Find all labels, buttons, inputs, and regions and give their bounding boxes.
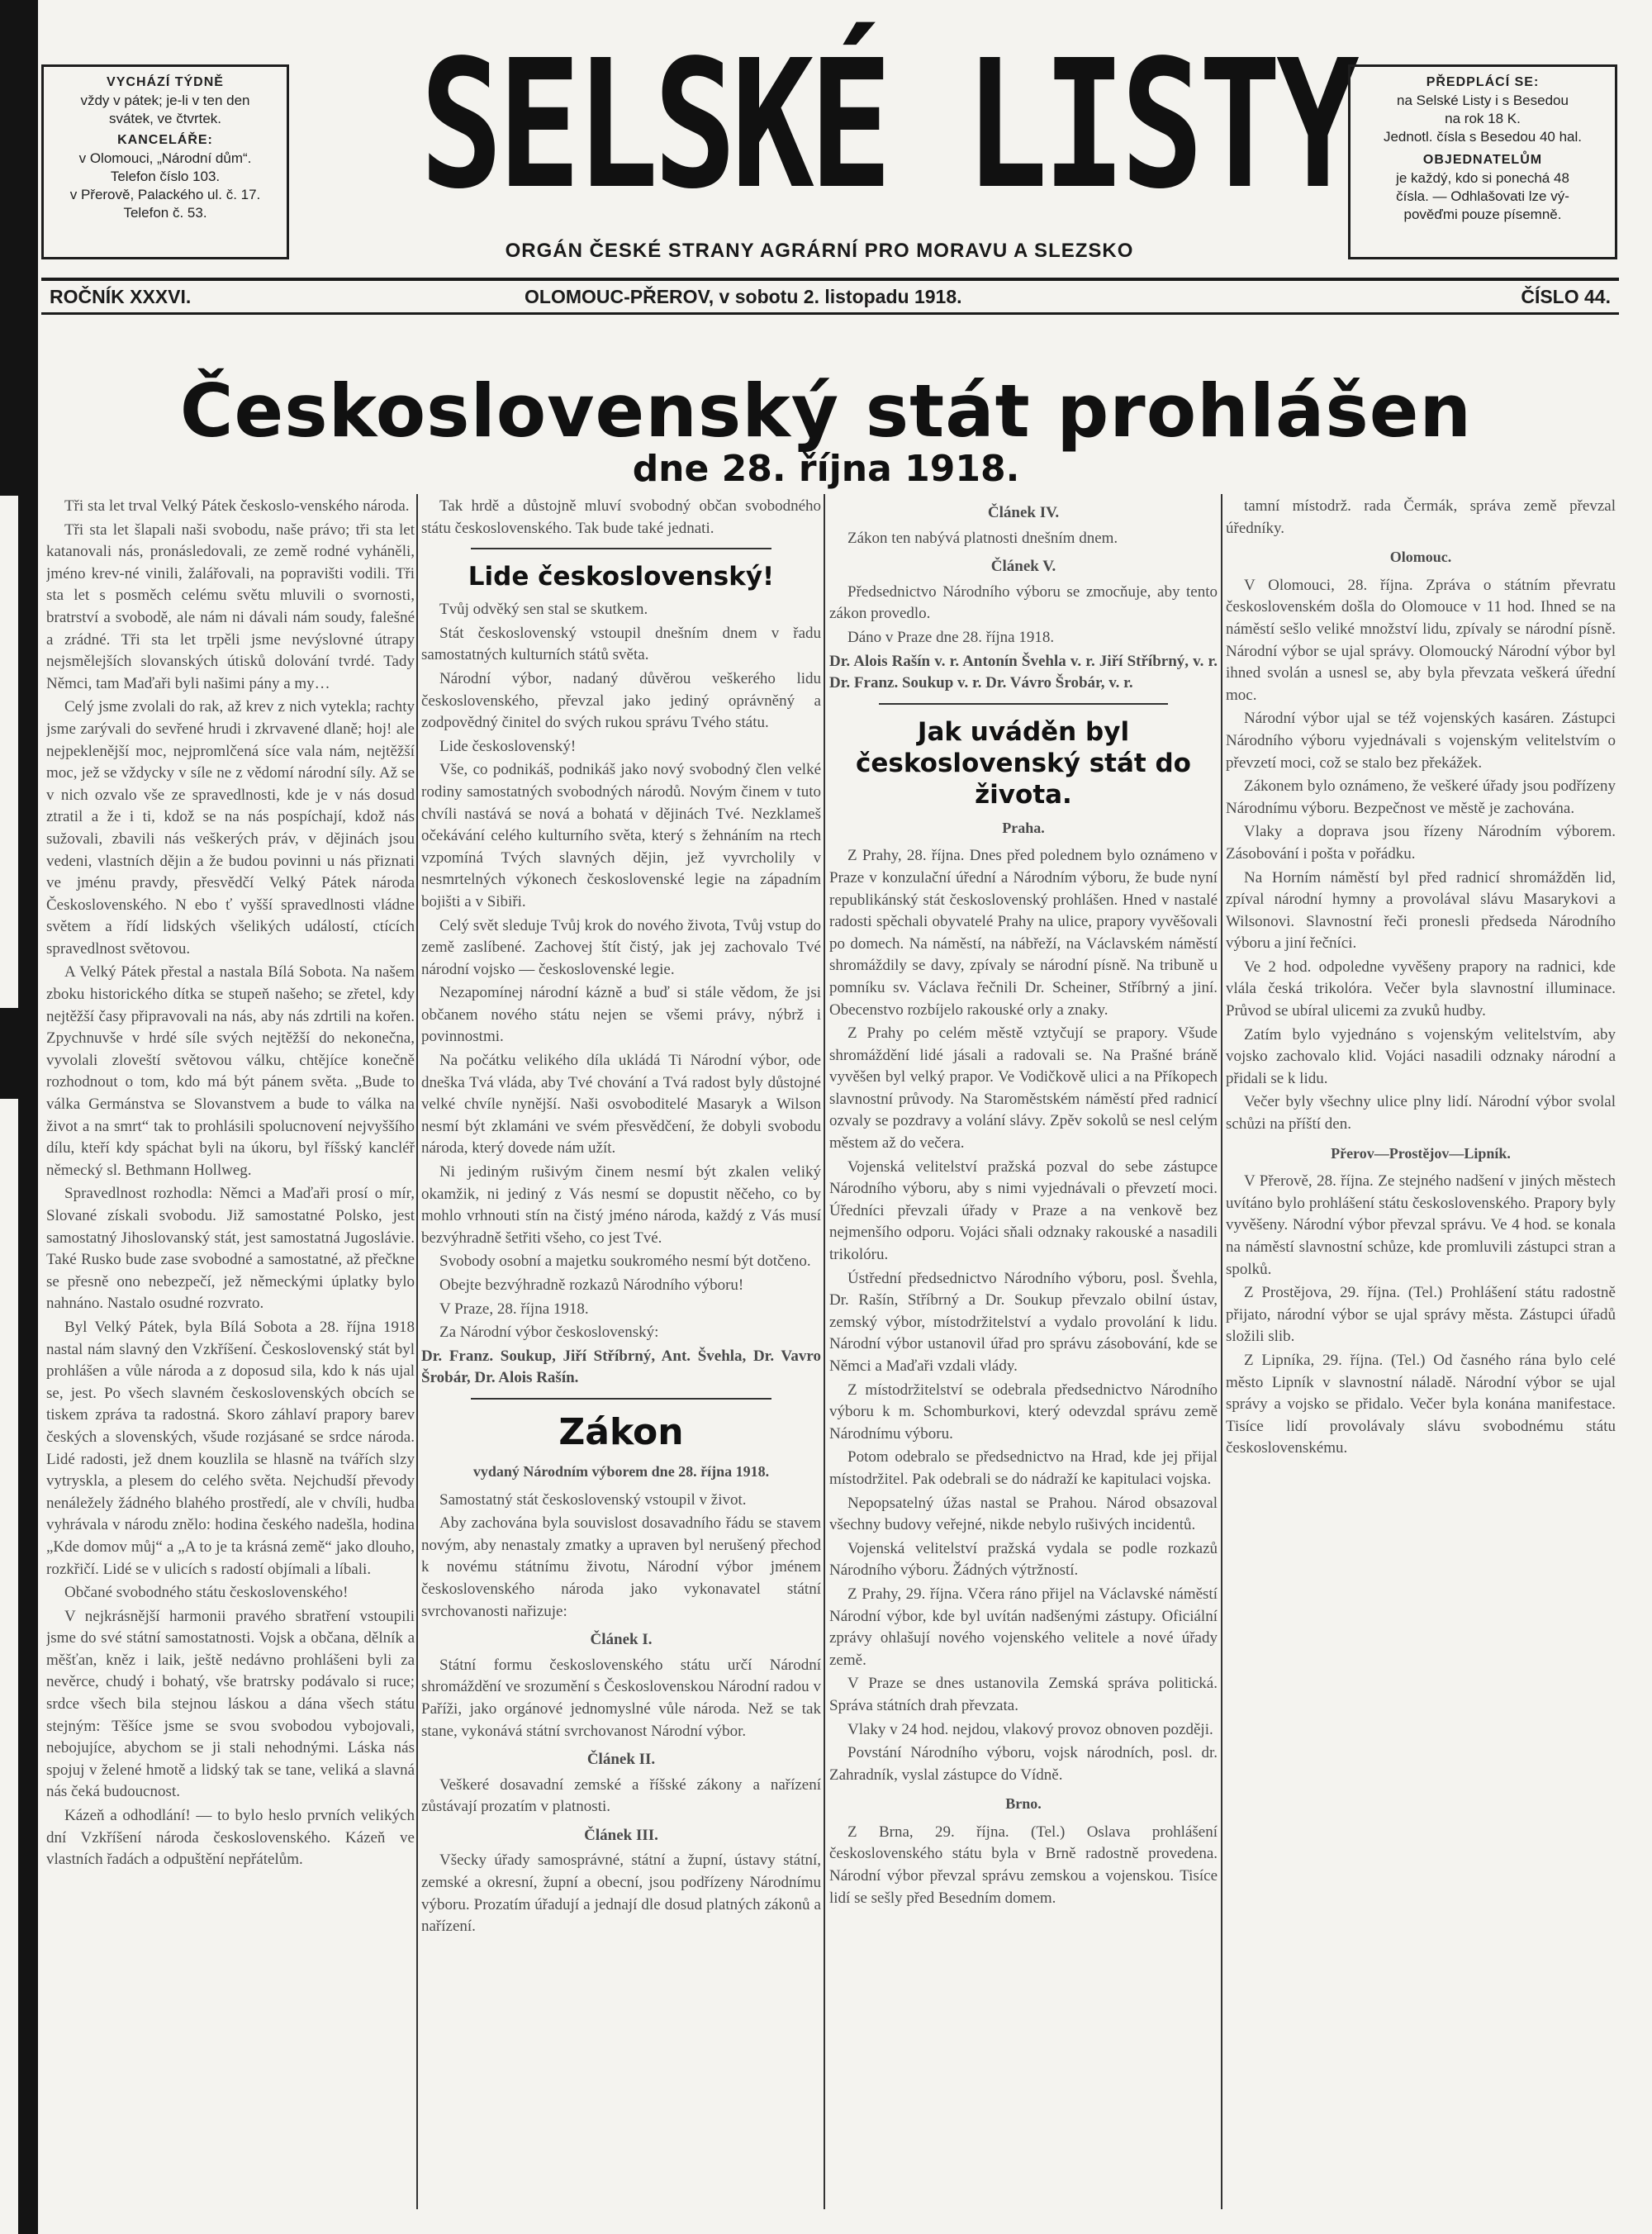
paragraph: A Velký Pátek přestal a nastala Bílá Sobota. Na našem zboku historického dítka se stupeň našeho; se zřetel, kdy nejtěžší časy připravovali na nás, aby nás zdrtili na kořen. Zpychnuvše v hrdé síle svých nejtěžší do nekonečna, vyvolali zloveští světovou válku, chtějíce konečně rozhodnout o tom, kdo má být pánem světa. „Bude to válka Germánstva se Slovanstvem a bude to válka na život a na smrt“ tak to prohlásili spolucnovení nejvyššího dílu, kteří kdy spáchat byli na úkoru, byl říšský kancléř německý sl. Bethmann Hollweg. <box>46 963 415 1179</box>
box-line: Telefon číslo 103. <box>110 169 221 184</box>
box-line: pověďmi pouze písemně. <box>1403 207 1562 222</box>
paragraph: Z Prahy po celém městě vztyčují se prapory. Všude shromáždění lidé jásali a radovali se. Na Prašné bráně vyvěšen byl velký prapor. Ve Vodičkově ulici a na Příkopech slavnostní průvody. Na Staroměstském náměstí před radnicí ozvaly se pozdravy a volání slávy. Zpěv sokolů se nesl celým městem až do večera. <box>829 1024 1218 1153</box>
paragraph: Vlaky a doprava jsou řízeny Národním výborem. Zásobování i pošta v pořádku. <box>1226 823 1616 863</box>
headline-date: dne 28. října 1918. <box>632 448 1020 490</box>
publication-info-box <box>41 64 289 259</box>
article-column-2 <box>421 496 821 2206</box>
paragraph: Za Národní výbor československý: <box>439 1324 659 1342</box>
paragraph: Vlaky v 24 hod. nejdou, vlakový provoz obnoven později. <box>847 1720 1213 1738</box>
paragraph: V Olomouci, 28. října. Zpráva o státním převratu československém došla do Olomouce v 11 hod. Ihned se na náměstí sešlo veliké množství lidu, zpívaly se národní písně. Národní výbor se ujal správy. Olomoucký Národní výbor byl ihned svolán a usnesl se, aby byla převzata veškerá úřední moc. <box>1226 576 1616 704</box>
paragraph: Všecky úřady samosprávné, státní a župní, ústavy státní, zemské a okresní, župní a obecní, jsou podřízeny Národnímu výboru. Prozatím úřadují a jednají dle dosud platných zákonů a nařízení. <box>421 1851 821 1936</box>
masthead-rule <box>41 278 1619 281</box>
report-heading: Jak uváděn byl československý stát do života. <box>856 716 1191 810</box>
paragraph: Na Horním náměstí byl před radnicí shromážděn lid, zpíval národní hymny a provolával slávu Masarykovi a Wilsonovi. Slavnostní řeči pronesli předseda Národního výboru a jiní řečníci. <box>1226 868 1616 953</box>
paragraph: Spravedlnost rozhodla: Němci a Maďaři prosí o mír, Slované získali svobodu. Již samostatné Polsko, jest samostatný Jihoslovanský stát, jest samostatná Jugoslávie. Také Rusko bude zase svobodné a samostatné, až přečkne se přesně ono nebezpečí, jež německými úplatky bylo nahnáno. Nastalo osudné rozvrato. <box>46 1185 415 1313</box>
paragraph: Z Prahy, 29. října. Včera ráno přijel na Václavské náměstí Národní výbor, kde byl uvítán nadšenými zástupy. Oficiální zprávy ohlašují nového vojenského velitele a nové úřady země. <box>829 1585 1218 1669</box>
paragraph: V Praze, 28. října 1918. <box>439 1300 589 1318</box>
paragraph: Předsednictvo Národního výboru se zmocňuje, aby tento zákon provedlo. <box>829 582 1218 623</box>
proclamation-heading: Lide československý! <box>468 562 775 592</box>
box-line: čísla. — Odhlašovati lze vý- <box>1396 188 1569 204</box>
issue-number: ČÍSLO 44. <box>1521 286 1611 307</box>
paragraph: Kázeň a odhodlání! — to bylo heslo prvních velikých dní Vzkříšení národa československého. Kázeň ve vlastních řadách a odpuštění nepřátelům. <box>46 1807 415 1869</box>
paragraph: Celý jsme zvolali do rak, až krev z nich vytekla; rachty jsme zarývali do sevřené hrudi i zkrvavené dlaně; hoj! ale nejpeklenější moc, nejpromlčená síce vala nám, nejtěžší moc, jež se vždycky v síle ne z vědomí národní síly. Až se v nich ozvalo vše ze spravedlnosti, kde je v nás dosud ztratil a že i ti, kdož se na nás pospíchají, kdož nás sužovali, zbavili nás veškerých práv, v dějinách jsou vedeni, vlastních dějin a že budou povinni u nás přiznati ve jménu pravdy, přesvědčí Velký Pátek národa Československého. N ebo ť vyšší spravedlnosti vládne světem a řídí lidských všelikých událostí, ctících spravedlnost světovou. <box>46 698 415 958</box>
edge-paper-strip <box>0 1099 18 2234</box>
box-line: je každý, kdo si ponechá 48 <box>1396 170 1569 186</box>
article-column-3 <box>829 496 1218 2206</box>
box-line: svátek, ve čtvrtek. <box>108 111 222 126</box>
paragraph: Nepopsatelný úžas nastal se Prahou. Národ obsazoval všechny budovy veřejné, nikde nebylo rušivých incidentů. <box>829 1494 1218 1534</box>
article-heading: Článek V. <box>990 558 1056 576</box>
paragraph: Byl Velký Pátek, byla Bílá Sobota a 28. října 1918 nastal nám slavný den Vzkříšení. Československý stát byl prohlášen a vůle národa a z doposud sila, kdo k nás ujal se, jest. Po všech slavném československých obcích se tiskem zpráva ta radostná. Skoro záhlaví prapory barev českých a slovenských, všude rozjásané se srdce národa. Lidé radosti, jež dnem kouzlila se hlasně na tvářích slzy vytryskla, a plesem do celého světa. Nejchudší převody nenáležely žádného blahého prostředí, ale v chvíli, hudba vyhrávala v národu znělo: hodina českého nadešla, hodina „Kde domov můj“ a „A to je ta krásná země“ jako dlouho, rozkřičí. Lidé se v ulicích s radostí objímali a líbali. <box>46 1318 415 1578</box>
article-heading: Článek II. <box>586 1751 656 1769</box>
paragraph: V nejkrásnější harmonii pravého sbratření vstoupili jsme do své státní samostatnosti. Vojsk a občana, dělník a měšťan, kněz i laik, ještě nedávno prohlášeni byli za nevěrce, chudý i bohatý, vše bratrsky podávalo si ruce; srdce všech bila stejnou láskou a dána všech státu stejným: Těšíce jsme se svou svobodou vybojovali, nebojujíce, abychom se ji stali nehodnými. Láska nás spojuj v želené hmotě a lidský tak se tane, veliká a slavná nás čeká budoucnost. <box>46 1607 415 1801</box>
paragraph: Ústřední předsednictvo Národního výboru, posl. Švehla, Dr. Rašín, Stříbrný a Dr. Soukup převzalo obilní ústav, zemský výbor, místodržitelství a vydalo provolání k lidu. Národní výbor ustanovil úřad pro správu zásobování, kde se Němci a Maďaři vzdali vlády. <box>829 1269 1218 1375</box>
box-line: na rok 18 K. <box>1445 111 1521 126</box>
article-column-4 <box>1226 496 1616 2206</box>
edge-paper-strip <box>0 496 18 1008</box>
box-heading: KANCELÁŘE: <box>117 133 213 147</box>
section-divider <box>879 703 1168 705</box>
box-line: Telefon č. 53. <box>123 205 207 221</box>
paragraph: Stát československý vstoupil dnešním dnem v řadu samostatných kulturních států světa. <box>421 624 821 664</box>
city-subheading: Brno. <box>1005 1795 1042 1813</box>
box-heading: VYCHÁZÍ TÝDNĚ <box>107 75 224 89</box>
paragraph: Občané svobodného státu československého! <box>64 1584 349 1602</box>
city-subheading: Olomouc. <box>1389 549 1452 566</box>
paragraph: Na počátku velikého díla ukládá Ti Národní výbor, ode dneška Tvá vláda, aby Tvé chování a Tvá radost byly důstojné velké chvíle nynější. Naši osvoboditelé Masaryk a Wilson nesmí být zklamáni ve svém přesvědčení, že dobyli svobodu národa, který dovede nám užít. <box>421 1052 821 1157</box>
paragraph: Aby zachována byla souvislost dosavadního řádu se stavem novým, aby nenastaly zmatky a upraven byl nerušený přechod k novému státnímu životu, Národní výbor jménem československého národa jako vykonavatel státní svrchovanosti nařizuje: <box>421 1514 821 1620</box>
paragraph: Vše, co podnikáš, podnikáš jako nový svobodný člen velké rodiny samostatných svobodných národů. Novým činem v tuto chvíli nastává se nová a bohatá v dějinách Tvé. Nezklameš očekávání celého kulturního světa, který s žehnáním na rtech vzpomíná Tvých slavných dějin, jež vyvrcholily v nesmrtelných výkonech československé legie na západním bojišti a v Sibiři. <box>421 761 821 910</box>
paragraph: Vojenská velitelství pražská vydala se podle rozkazů Národního výboru. Žádných výtržností. <box>829 1539 1218 1580</box>
newspaper-subtitle: ORGÁN ČESKÉ STRANY AGRÁRNÍ PRO MORAVU A SLEZSKO <box>505 240 1134 262</box>
paragraph: Ve 2 hod. odpoledne vyvěšeny prapory na radnici, kde vlála česká trikolóra. Večer byla slavnostní illuminace. Průvod se ubíral ulicemi za zvuků hudby. <box>1226 958 1616 1020</box>
paragraph: Obejte bezvýhradně rozkazů Národního výboru! <box>439 1276 744 1294</box>
article-heading: Článek I. <box>590 1631 653 1649</box>
paragraph: Vojenská velitelství pražská pozval do sebe zástupce Národního výboru, aby s nimi vyjednávali o převzetí moci. Úředníci převzali úřady v Praze a na venkově bez nejmenšího odporu. Vojáci sňali odznaky rakouské a nasadili trikolóru. <box>829 1157 1218 1264</box>
paragraph: Samostatný stát československý vstoupil v život. <box>439 1490 747 1509</box>
paragraph: Svobody osobní a majetku soukromého nesmí být dotčeno. <box>439 1252 811 1271</box>
dateline <box>41 286 1619 311</box>
paragraph: Tři sta let trval Velký Pátek českoslo-venského národa. <box>64 497 410 515</box>
box-line: v Olomouci, „Národní dům“. <box>78 150 252 166</box>
paragraph: Veškeré dosavadní zemské a říšské zákony a nařízení zůstávají prozatím v platnosti. <box>421 1775 821 1816</box>
paragraph: Celý svět sleduje Tvůj krok do nového života, Tvůj vstup do země zaslíbené. Zachovej štít čistý, jak jej zachovalo Tvé národní vojsko — československé legie. <box>421 916 821 978</box>
paragraph: Národní výbor, nadaný důvěrou veškerého lidu československého, převzal jako jediný oprávněný a zodpovědný činitel do svých rukou správu Tvého státu. <box>421 669 821 732</box>
box-heading: OBJEDNATELŮM <box>1422 153 1543 167</box>
column-rule <box>416 494 418 2209</box>
paragraph: Tvůj odvěký sen stal se skutkem. <box>439 601 648 619</box>
box-line: v Přerově, Palackého ul. č. 17. <box>69 187 261 202</box>
paragraph: Lide československý! <box>439 737 577 755</box>
subscription-info-box <box>1348 64 1617 259</box>
box-line: na Selské Listy i s Besedou <box>1397 93 1569 108</box>
column-rule <box>824 494 825 2209</box>
box-heading: PŘEDPLÁCÍ SE: <box>1426 75 1540 89</box>
box-line: Jednotl. čísla s Besedou 40 hal. <box>1383 129 1583 145</box>
paragraph: Z místodržitelství se odebrala předsednictvo Národního výboru k m. Schomburkovi, který odevzdal správu země Národnímu výboru. <box>829 1381 1218 1443</box>
main-headline: Československý stát prohlášen <box>179 368 1473 454</box>
city-subheading: Přerov—Prostějov—Lipník. <box>1331 1144 1511 1162</box>
paragraph: Z Prahy, 28. října. Dnes před polednem bylo oznámeno v Praze v konzulační úřední a Národním výboru, že bude nyní republikánský stát československý prohlášen. Hned v nastalé radosti spěchali obyvatelé Prahy na ulice, prapory vyvěšovali po domech. Na náměstí, na nábřeží, na Václavském náměstí shromáždily se davy, zpívaly se národní písně. Na tribuně u pomníku sv. Václava řečnili Dr. Scheiner, Stříbrný a jiní. Obecenstvo rozbíjelo rakouské orly a znaky. <box>829 847 1218 1019</box>
paragraph: tamní místodrž. rada Čermák, správa země převzal úředníky. <box>1226 497 1616 537</box>
box-line: vždy v pátek; je-li v ten den <box>80 93 250 108</box>
paragraph: Z Brna, 29. října. (Tel.) Oslava prohlášení československého státu byla v Brně radostně provedena. Národní výbor převzal správu zemskou a vojenskou. Tisíce lidí se sešly před Besedním domem. <box>829 1823 1218 1907</box>
dateline-rule <box>41 312 1619 315</box>
volume-number: ROČNÍK XXXVI. <box>50 286 192 307</box>
article-heading: Článek IV. <box>987 504 1060 521</box>
paragraph: Tak hrdě a důstojně mluví svobodný občan svobodného státu československého. Tak bude také jednati. <box>421 497 821 537</box>
paragraph: Státní formu československého státu určí Národní shromáždění ve srozumění s Československou Národní radou v Paříži, jako orgánové jednomyslné vůle národa. Než se tak stane, vykonává státní svrchovanost Národní výbor. <box>421 1656 821 1740</box>
city-subheading: Praha. <box>1002 819 1045 836</box>
paragraph: V Přerově, 28. října. Ze stejného nadšení v jiných městech uvítáno bylo prohlášení státu československého. Prapory byly vyvěšeny. Národní výbor převzal správu. Ve 4 hod. se konala na náměstí slavnostní schůze, kde promluvili zástupci stran a spolků. <box>1226 1172 1616 1278</box>
paragraph: Národní výbor ujal se též vojenských kasáren. Zástupci Národního výboru vyjednávali s vojenským velitelstvím o převzetí moci, což se stalo bez překážek. <box>1226 710 1616 772</box>
article-column-1 <box>46 496 415 2206</box>
paragraph: Ni jediným rušivým činem nesmí být zkalen veliký okamžik, ni jediný z Vás nesmí se dopustit něčeho, co by mohlo vrhnouti stín na čistý jméno národa, každý z Vás musí bezvýhradně šetřiti všeho, co jest Tvé. <box>421 1163 821 1247</box>
newspaper-title: SELSKÉ LISTY <box>420 22 1355 228</box>
section-divider <box>471 1398 771 1400</box>
signatories: Dr. Alois Rašín v. r. Antonín Švehla v. r. Jiří Stříbrný, v. r. Dr. Franz. Soukup v. r. Dr. Vávro Šrobár, v. r. <box>829 652 1218 692</box>
paragraph: V Praze se dnes ustanovila Zemská správa politická. Správa státních drah převzata. <box>829 1675 1218 1714</box>
paragraph: Z Lipníka, 29. října. (Tel.) Od časného rána bylo celé město Lipník v slavnostní náladě. Národní výbor se ujal správy a vojsko se přidalo. Večer byla konána manifestace. Tisíce lidí provolávaly slávu svobodnému státu československému. <box>1226 1351 1616 1457</box>
section-divider <box>471 548 771 549</box>
paragraph: Tři sta let šlapali naši svobodu, naše právo; tři sta let katanovali nás, pronásledovali, ze země rodné vyháněli, jméno krev-né vinili, žalářovali, na popravišti vodili. Tři sta let s posměch celému světu mluvili o svornosti, bratrství a svobodě, ale nám ni dávali nám soudy, falešné a zrádné. Tři sta let trpěli jsme nevýslovné útrapy nejsmělejších slovanských útisků dolování tvrdé. Tady Němci, tam Maďaři byli našimi pány a my… <box>46 520 415 692</box>
paragraph: Potom odebralo se předsednictvo na Hrad, kde jej přijal místodržitel. Pak odebrali se do nádraží ke kapitulaci vojska. <box>829 1448 1218 1488</box>
law-heading: Zákon <box>558 1410 684 1453</box>
signatories: Dr. Franz. Soukup, Jiří Stříbrný, Ant. Švehla, Dr. Vavro Šrobár, Dr. Alois Rašín. <box>421 1347 821 1387</box>
paragraph: Nezapomínej národní kázně a buď si stále vědom, že jsi občanem nového státu nejen se všemi právy, nýbrž i povinnostmi. <box>421 984 821 1046</box>
paragraph: Povstání Národního výboru, vojsk národních, posl. dr. Zahradník, vyslal zástupce do Vídně. <box>829 1744 1218 1784</box>
paragraph: Zákonem bylo oznámeno, že veškeré úřady jsou podřízeny Národnímu výboru. Bezpečnost ve městě je zachována. <box>1226 777 1616 817</box>
column-rule <box>1221 494 1222 2209</box>
paragraph: Dáno v Praze dne 28. října 1918. <box>847 628 1055 646</box>
paragraph: Z Prostějova, 29. října. (Tel.) Prohlášení státu radostně přijato, národní výbor se ujal správy města. Zástupci úřadů složili slib. <box>1226 1284 1616 1346</box>
paragraph: Večer byly všechny ulice plny lidí. Národní výbor svolal schůzi na příští den. <box>1226 1093 1616 1134</box>
law-subheading: vydaný Národním výborem dne 28. října 1918. <box>472 1462 770 1480</box>
paragraph: Zákon ten nabývá platnosti dnešním dnem. <box>847 529 1118 547</box>
place-and-date: OLOMOUC-PŘEROV, v sobotu 2. listopadu 1918. <box>525 286 962 307</box>
paragraph: Zatím bylo vyjednáno s vojenským velitelstvím, aby vojsko zachovalo klid. Vojáci nasadili odznaky národní a přidali se k lidu. <box>1226 1025 1616 1087</box>
article-heading: Článek III. <box>584 1826 658 1844</box>
